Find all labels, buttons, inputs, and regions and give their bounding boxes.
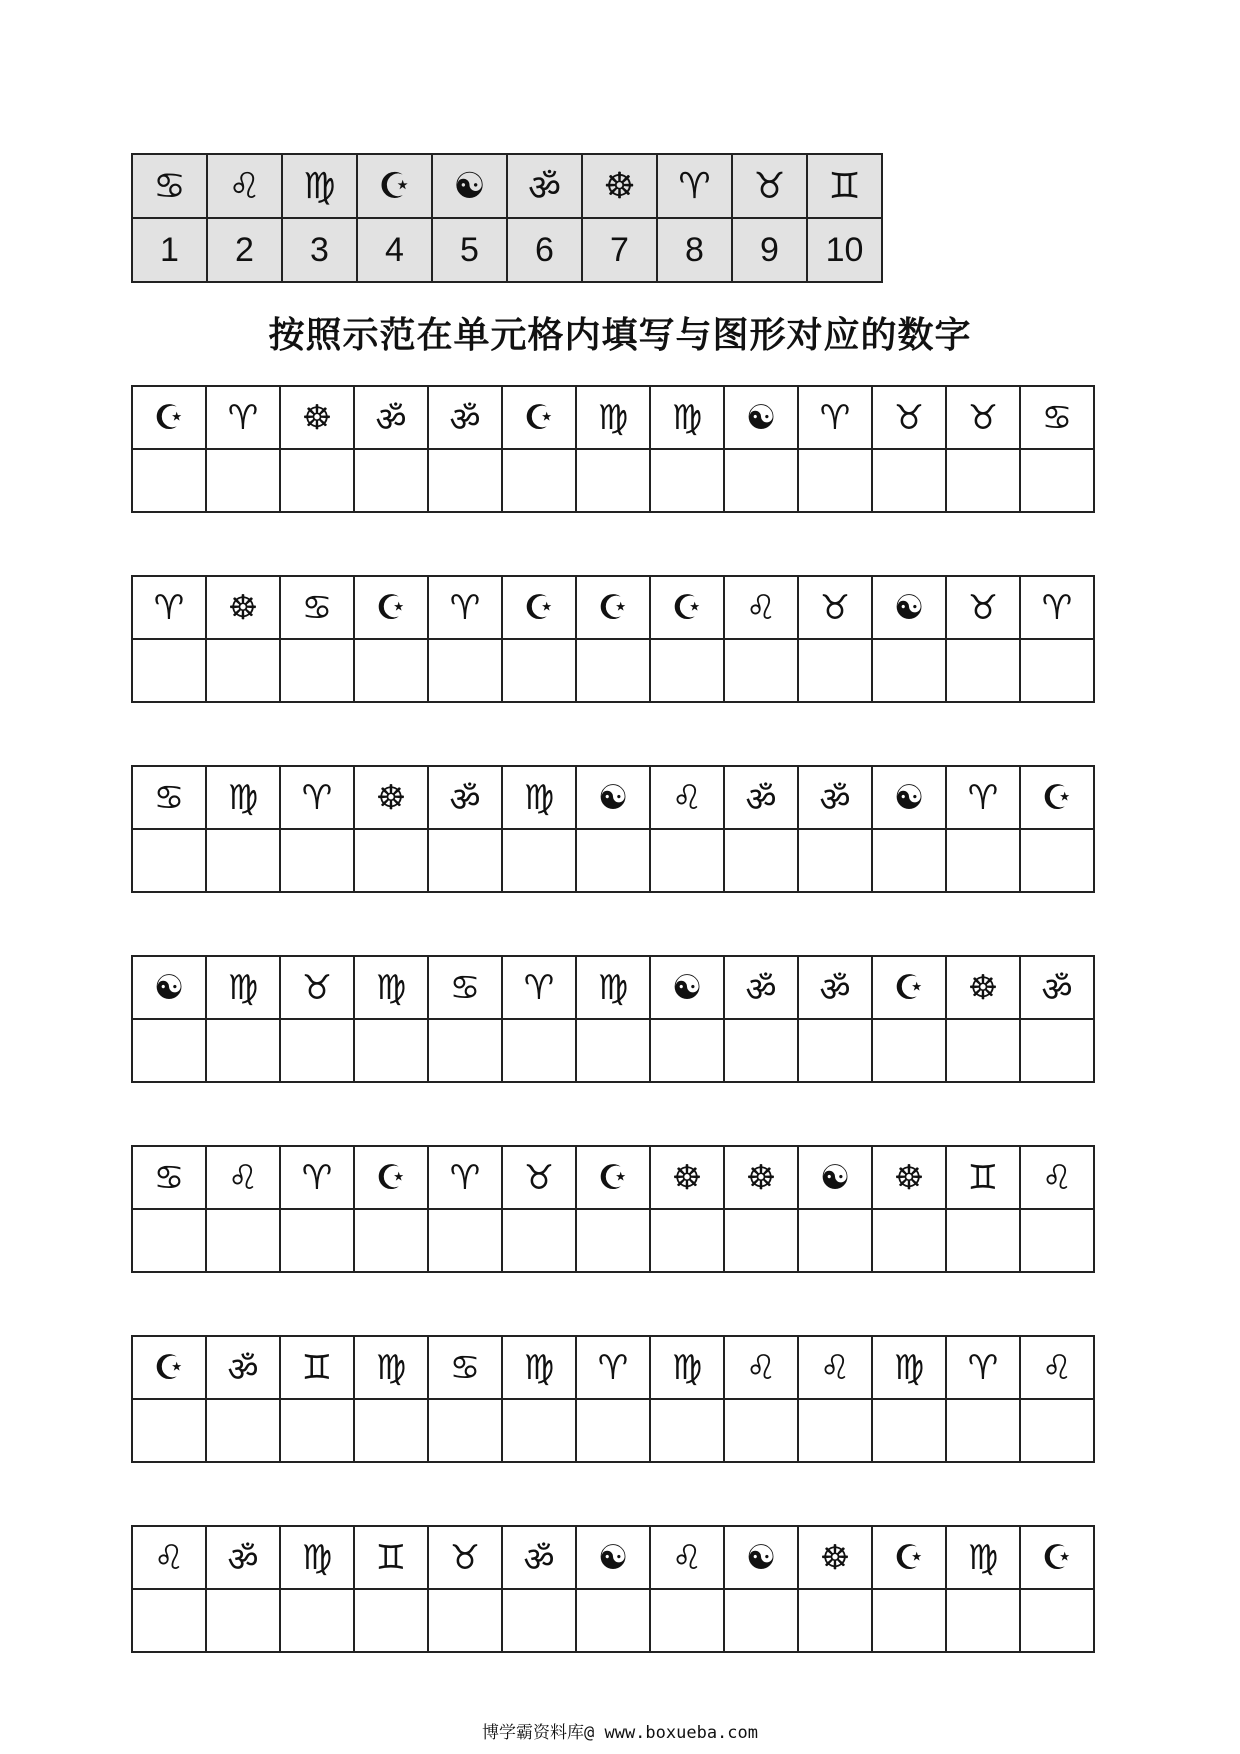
- exercise-answer-row: [132, 449, 1094, 512]
- exercise-symbol-cell: ☯: [576, 766, 650, 829]
- answer-cell[interactable]: [576, 1399, 650, 1462]
- exercise-symbol-cell: ☯: [872, 576, 946, 639]
- exercise-symbol-cell: ॐ: [428, 386, 502, 449]
- exercise-symbol-cell: ♌: [724, 576, 798, 639]
- exercise-symbol-cell: ☪: [502, 576, 576, 639]
- answer-cell[interactable]: [946, 1209, 1020, 1272]
- exercise-symbol-cell: ♋: [1020, 386, 1094, 449]
- exercise-symbol-cell: ♍: [206, 766, 280, 829]
- key-number-row: [132, 218, 882, 282]
- answer-cell[interactable]: [132, 1209, 206, 1272]
- exercise-symbol-cell: ॐ: [798, 766, 872, 829]
- exercise-symbol-cell: ☪: [132, 1336, 206, 1399]
- exercise-table-5: [131, 1145, 1095, 1273]
- exercise-symbol-cell: ♉: [280, 956, 354, 1019]
- answer-cell[interactable]: [650, 829, 724, 892]
- exercise-symbol-cell: ☪: [872, 1526, 946, 1589]
- answer-cell[interactable]: [428, 1589, 502, 1652]
- exercise-symbol-cell: ☪: [650, 576, 724, 639]
- exercise-symbol-cell: ♍: [872, 1336, 946, 1399]
- answer-cell[interactable]: [206, 449, 280, 512]
- exercise-symbol-cell: ☪: [354, 576, 428, 639]
- answer-cell[interactable]: [650, 639, 724, 702]
- answer-cell[interactable]: [798, 639, 872, 702]
- answer-cell[interactable]: [872, 1209, 946, 1272]
- exercise-symbol-cell: ♍: [354, 956, 428, 1019]
- exercise-symbol-cell: ॐ: [724, 766, 798, 829]
- exercise-symbol-cell: ॐ: [724, 956, 798, 1019]
- exercise-symbol-cell: ☸: [280, 386, 354, 449]
- answer-cell[interactable]: [724, 1019, 798, 1082]
- answer-cell[interactable]: [354, 1019, 428, 1082]
- exercise-symbol-cell: ♌: [132, 1526, 206, 1589]
- exercise-symbol-row: [132, 1336, 1094, 1399]
- answer-cell[interactable]: [502, 1399, 576, 1462]
- exercise-table-4: [131, 955, 1095, 1083]
- exercise-symbol-cell: ॐ: [428, 766, 502, 829]
- exercise-symbol-cell: ♌: [650, 1526, 724, 1589]
- exercise-symbol-cell: ♌: [798, 1336, 872, 1399]
- answer-cell[interactable]: [724, 639, 798, 702]
- answer-cell[interactable]: [650, 1589, 724, 1652]
- exercise-symbol-cell: ☸: [946, 956, 1020, 1019]
- answer-cell[interactable]: [428, 449, 502, 512]
- key-symbol-row: [132, 154, 882, 218]
- exercise-symbol-cell: ♋: [132, 1146, 206, 1209]
- answer-cell[interactable]: [428, 1399, 502, 1462]
- exercise-symbol-cell: ♈: [1020, 576, 1094, 639]
- exercise-table-3: [131, 765, 1095, 893]
- key-number-5: 5: [432, 218, 507, 282]
- symbol-key-table: [131, 153, 883, 283]
- answer-cell[interactable]: [946, 449, 1020, 512]
- answer-cell[interactable]: [724, 829, 798, 892]
- key-symbol-3: ♍: [282, 154, 357, 218]
- answer-cell[interactable]: [872, 1399, 946, 1462]
- key-number-9: 9: [732, 218, 807, 282]
- answer-cell[interactable]: [872, 1589, 946, 1652]
- answer-cell[interactable]: [1020, 1589, 1094, 1652]
- answer-cell[interactable]: [354, 829, 428, 892]
- answer-cell[interactable]: [280, 639, 354, 702]
- exercise-symbol-cell: ♍: [576, 386, 650, 449]
- exercise-symbol-cell: ॐ: [798, 956, 872, 1019]
- exercise-symbol-cell: ☯: [650, 956, 724, 1019]
- exercise-answer-row: [132, 639, 1094, 702]
- answer-cell[interactable]: [206, 1019, 280, 1082]
- answer-cell[interactable]: [132, 829, 206, 892]
- exercise-symbol-row: [132, 576, 1094, 639]
- key-symbol-7: ☸: [582, 154, 657, 218]
- exercise-symbol-cell: ॐ: [206, 1526, 280, 1589]
- exercise-symbol-cell: ☪: [502, 386, 576, 449]
- exercise-symbol-cell: ♈: [132, 576, 206, 639]
- key-number-3: 3: [282, 218, 357, 282]
- answer-cell[interactable]: [354, 639, 428, 702]
- answer-cell[interactable]: [576, 1209, 650, 1272]
- answer-cell[interactable]: [502, 639, 576, 702]
- answer-cell[interactable]: [354, 1589, 428, 1652]
- key-symbol-4: ☪: [357, 154, 432, 218]
- answer-cell[interactable]: [132, 639, 206, 702]
- answer-cell[interactable]: [1020, 829, 1094, 892]
- answer-cell[interactable]: [946, 1399, 1020, 1462]
- answer-cell[interactable]: [502, 1589, 576, 1652]
- exercise-symbol-cell: ॐ: [502, 1526, 576, 1589]
- key-symbol-1: ♋: [132, 154, 207, 218]
- answer-cell[interactable]: [502, 1019, 576, 1082]
- answer-cell[interactable]: [798, 829, 872, 892]
- exercise-symbol-cell: ☪: [132, 386, 206, 449]
- answer-cell[interactable]: [428, 1019, 502, 1082]
- instruction-heading: 按照示范在单元格内填写与图形对应的数字: [268, 315, 972, 356]
- exercise-symbol-cell: ☯: [872, 766, 946, 829]
- exercise-symbol-cell: ☪: [354, 1146, 428, 1209]
- exercise-symbol-cell: ♍: [576, 956, 650, 1019]
- answer-cell[interactable]: [206, 1209, 280, 1272]
- exercise-symbol-cell: ♈: [280, 1146, 354, 1209]
- exercise-symbol-cell: ♈: [502, 956, 576, 1019]
- key-number-10: 10: [807, 218, 882, 282]
- answer-cell[interactable]: [576, 449, 650, 512]
- exercise-symbol-row: [132, 766, 1094, 829]
- answer-cell[interactable]: [576, 1589, 650, 1652]
- exercise-symbol-cell: ♈: [946, 1336, 1020, 1399]
- answer-cell[interactable]: [724, 1399, 798, 1462]
- exercise-symbol-cell: ☪: [872, 956, 946, 1019]
- answer-cell[interactable]: [798, 1019, 872, 1082]
- answer-cell[interactable]: [428, 829, 502, 892]
- answer-cell[interactable]: [724, 449, 798, 512]
- exercise-symbol-cell: ♊: [354, 1526, 428, 1589]
- exercise-symbol-cell: ♉: [946, 576, 1020, 639]
- exercise-symbol-cell: ♈: [576, 1336, 650, 1399]
- exercise-symbol-cell: ♌: [1020, 1336, 1094, 1399]
- exercise-symbol-cell: ♌: [650, 766, 724, 829]
- exercise-symbol-row: [132, 1526, 1094, 1589]
- exercise-symbol-cell: ☯: [576, 1526, 650, 1589]
- exercise-symbol-row: [132, 386, 1094, 449]
- answer-cell[interactable]: [650, 1209, 724, 1272]
- answer-cell[interactable]: [798, 1589, 872, 1652]
- answer-cell[interactable]: [428, 639, 502, 702]
- answer-cell[interactable]: [132, 1019, 206, 1082]
- exercise-symbol-cell: ♍: [650, 1336, 724, 1399]
- exercise-symbol-cell: ♍: [206, 956, 280, 1019]
- answer-cell[interactable]: [798, 1209, 872, 1272]
- answer-cell[interactable]: [650, 449, 724, 512]
- answer-cell[interactable]: [946, 639, 1020, 702]
- answer-cell[interactable]: [132, 1399, 206, 1462]
- exercise-symbol-cell: ♈: [798, 386, 872, 449]
- exercise-symbol-cell: ♍: [650, 386, 724, 449]
- answer-cell[interactable]: [946, 1019, 1020, 1082]
- exercise-symbol-cell: ॐ: [354, 386, 428, 449]
- key-number-7: 7: [582, 218, 657, 282]
- answer-cell[interactable]: [206, 829, 280, 892]
- answer-cell[interactable]: [206, 1399, 280, 1462]
- answer-cell[interactable]: [280, 1399, 354, 1462]
- exercise-symbol-cell: ♍: [502, 1336, 576, 1399]
- exercise-symbol-cell: ☪: [1020, 766, 1094, 829]
- exercise-symbol-cell: ☸: [650, 1146, 724, 1209]
- answer-cell[interactable]: [946, 829, 1020, 892]
- key-number-8: 8: [657, 218, 732, 282]
- exercise-symbol-cell: ♈: [206, 386, 280, 449]
- answer-cell[interactable]: [502, 1209, 576, 1272]
- exercise-symbol-cell: ॐ: [206, 1336, 280, 1399]
- key-number-1: 1: [132, 218, 207, 282]
- exercise-symbol-cell: ♉: [428, 1526, 502, 1589]
- answer-cell[interactable]: [206, 1589, 280, 1652]
- answer-cell[interactable]: [502, 829, 576, 892]
- exercise-symbol-cell: ☪: [1020, 1526, 1094, 1589]
- answer-cell[interactable]: [206, 639, 280, 702]
- exercise-symbol-cell: ☸: [724, 1146, 798, 1209]
- answer-cell[interactable]: [576, 829, 650, 892]
- exercise-symbol-cell: ☸: [798, 1526, 872, 1589]
- exercise-symbol-cell: ♋: [428, 956, 502, 1019]
- answer-cell[interactable]: [576, 1019, 650, 1082]
- key-symbol-9: ♉: [732, 154, 807, 218]
- answer-cell[interactable]: [280, 449, 354, 512]
- exercise-symbol-cell: ♊: [946, 1146, 1020, 1209]
- answer-cell[interactable]: [132, 449, 206, 512]
- exercise-answer-row: [132, 1019, 1094, 1082]
- exercise-symbol-cell: ♌: [206, 1146, 280, 1209]
- exercise-symbol-cell: ♌: [1020, 1146, 1094, 1209]
- answer-cell[interactable]: [946, 1589, 1020, 1652]
- answer-cell[interactable]: [872, 449, 946, 512]
- answer-cell[interactable]: [798, 449, 872, 512]
- exercise-symbol-cell: ♈: [428, 576, 502, 639]
- exercise-table-7: [131, 1525, 1095, 1653]
- key-symbol-10: ♊: [807, 154, 882, 218]
- exercise-symbol-row: [132, 956, 1094, 1019]
- footer-watermark: 博学霸资料库@ www.boxueba.com: [482, 1723, 758, 1743]
- exercise-symbol-cell: ☸: [872, 1146, 946, 1209]
- exercise-answer-row: [132, 829, 1094, 892]
- answer-cell[interactable]: [1020, 1399, 1094, 1462]
- exercise-symbol-cell: ♈: [946, 766, 1020, 829]
- answer-cell[interactable]: [650, 1399, 724, 1462]
- exercise-symbol-cell: ♍: [354, 1336, 428, 1399]
- answer-cell[interactable]: [724, 1589, 798, 1652]
- exercise-table-6: [131, 1335, 1095, 1463]
- exercise-symbol-row: [132, 1146, 1094, 1209]
- key-number-6: 6: [507, 218, 582, 282]
- key-number-4: 4: [357, 218, 432, 282]
- answer-cell[interactable]: [280, 1019, 354, 1082]
- answer-cell[interactable]: [724, 1209, 798, 1272]
- answer-cell[interactable]: [1020, 639, 1094, 702]
- exercise-symbol-cell: ♍: [502, 766, 576, 829]
- key-symbol-5: ☯: [432, 154, 507, 218]
- answer-cell[interactable]: [280, 1589, 354, 1652]
- exercise-symbol-cell: ☯: [724, 1526, 798, 1589]
- answer-cell[interactable]: [354, 1399, 428, 1462]
- exercise-symbol-cell: ☸: [206, 576, 280, 639]
- exercise-symbol-cell: ♉: [946, 386, 1020, 449]
- exercise-symbol-cell: ॐ: [1020, 956, 1094, 1019]
- key-number-2: 2: [207, 218, 282, 282]
- answer-cell[interactable]: [872, 639, 946, 702]
- exercise-table-2: [131, 575, 1095, 703]
- exercise-symbol-cell: ♉: [872, 386, 946, 449]
- exercise-symbol-cell: ♍: [280, 1526, 354, 1589]
- exercise-symbol-cell: ☯: [724, 386, 798, 449]
- answer-cell[interactable]: [502, 449, 576, 512]
- exercise-table-1: [131, 385, 1095, 513]
- exercise-answer-row: [132, 1589, 1094, 1652]
- key-symbol-8: ♈: [657, 154, 732, 218]
- exercise-symbol-cell: ☸: [354, 766, 428, 829]
- exercise-symbol-cell: ☯: [132, 956, 206, 1019]
- exercise-symbol-cell: ☪: [576, 576, 650, 639]
- exercise-symbol-cell: ♈: [280, 766, 354, 829]
- answer-cell[interactable]: [428, 1209, 502, 1272]
- exercise-answer-row: [132, 1209, 1094, 1272]
- answer-cell[interactable]: [354, 1209, 428, 1272]
- answer-cell[interactable]: [354, 449, 428, 512]
- exercise-symbol-cell: ♌: [724, 1336, 798, 1399]
- answer-cell[interactable]: [1020, 1019, 1094, 1082]
- exercise-answer-row: [132, 1399, 1094, 1462]
- exercise-symbol-cell: ♋: [428, 1336, 502, 1399]
- exercise-symbol-cell: ♉: [502, 1146, 576, 1209]
- exercise-symbol-cell: ☯: [798, 1146, 872, 1209]
- exercise-symbol-cell: ♋: [280, 576, 354, 639]
- answer-cell[interactable]: [1020, 1209, 1094, 1272]
- answer-cell[interactable]: [280, 829, 354, 892]
- answer-cell[interactable]: [132, 1589, 206, 1652]
- answer-cell[interactable]: [872, 829, 946, 892]
- answer-cell[interactable]: [872, 1019, 946, 1082]
- key-symbol-2: ♌: [207, 154, 282, 218]
- key-symbol-6: ॐ: [507, 154, 582, 218]
- answer-cell[interactable]: [280, 1209, 354, 1272]
- answer-cell[interactable]: [798, 1399, 872, 1462]
- exercise-symbol-cell: ♉: [798, 576, 872, 639]
- exercise-symbol-cell: ♍: [946, 1526, 1020, 1589]
- exercise-symbol-cell: ♈: [428, 1146, 502, 1209]
- exercise-symbol-cell: ♊: [280, 1336, 354, 1399]
- answer-cell[interactable]: [576, 639, 650, 702]
- answer-cell[interactable]: [650, 1019, 724, 1082]
- answer-cell[interactable]: [1020, 449, 1094, 512]
- exercise-symbol-cell: ♋: [132, 766, 206, 829]
- exercise-symbol-cell: ☪: [576, 1146, 650, 1209]
